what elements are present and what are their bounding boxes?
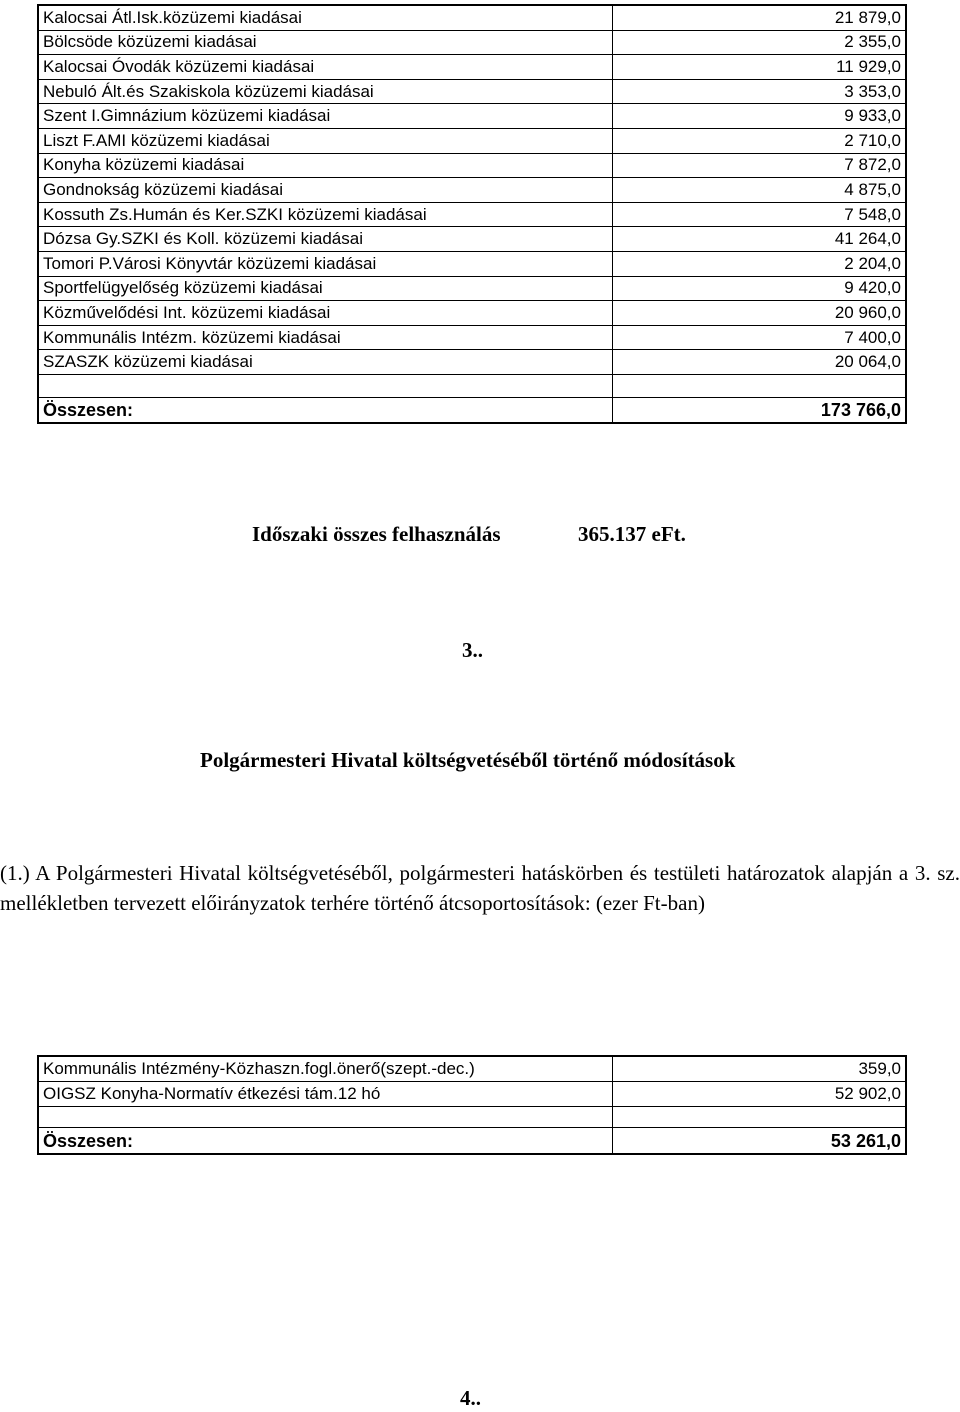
- total-row: [38, 397, 906, 423]
- table-row: [38, 104, 906, 129]
- table-row-label: OIGSZ Konyha-Normatív étkezési tám.12 hó: [38, 1082, 612, 1107]
- table-row-label: Nebuló Ált.és Szakiskola közüzemi kiadásai: [38, 79, 612, 104]
- table-row-value: 2 710,0: [612, 128, 906, 153]
- table-row: [38, 227, 906, 252]
- table-row-value: 2 204,0: [612, 251, 906, 276]
- section-paragraph: (1.) A Polgármesteri Hivatal költségvetéséből, polgármesteri hatáskörben és testületi határozatok alapján a 3. sz. mellékletben tervezett előirányzatok terhére történő átcsoportosítások: (ezer Ft-ban): [0, 861, 960, 915]
- total-row-value: 53 261,0: [612, 1128, 906, 1155]
- usage-value: 365.137 eFt.: [578, 522, 686, 546]
- table-row-value: 21 879,0: [612, 5, 906, 30]
- table-row: [38, 55, 906, 80]
- section-title: Polgármesteri Hivatal költségvetéséből történő módosítások: [200, 748, 736, 772]
- table-row-label: Liszt F.AMI közüzemi kiadásai: [38, 128, 612, 153]
- table-row-value: 7 548,0: [612, 202, 906, 227]
- table-row: [38, 128, 906, 153]
- table-row-label: Sportfelügyelőség közüzemi kiadásai: [38, 276, 612, 301]
- table-row-value: 9 420,0: [612, 276, 906, 301]
- table-row: [38, 178, 906, 203]
- table-row-value: 11 929,0: [612, 55, 906, 80]
- table-row-label: SZASZK közüzemi kiadásai: [38, 350, 612, 375]
- table-row-label: Bölcsöde közüzemi kiadásai: [38, 30, 612, 55]
- table-row-label: Kommunális Intézm. közüzemi kiadásai: [38, 325, 612, 350]
- table-row-value: 9 933,0: [612, 104, 906, 129]
- reallocation-table-body: [38, 1056, 906, 1154]
- table-row: [38, 276, 906, 301]
- blank-row-value: [612, 374, 906, 397]
- expenses-table-body: [38, 5, 906, 423]
- table-row: [38, 1082, 906, 1107]
- table-row: [38, 30, 906, 55]
- table-row-label: Kalocsai Óvodák közüzemi kiadásai: [38, 55, 612, 80]
- section-number: 3..: [462, 638, 483, 662]
- page-number: 4..: [460, 1386, 481, 1410]
- blank-row-value: [612, 1107, 906, 1128]
- table-row-label: Közművelődési Int. közüzemi kiadásai: [38, 301, 612, 326]
- blank-row: [38, 374, 906, 397]
- table-row-value: 7 872,0: [612, 153, 906, 178]
- table-row: [38, 5, 906, 30]
- table-row-label: Konyha közüzemi kiadásai: [38, 153, 612, 178]
- table-row-label: Dózsa Gy.SZKI és Koll. közüzemi kiadásai: [38, 227, 612, 252]
- table-row-value: 52 902,0: [612, 1082, 906, 1107]
- blank-row-label: [38, 1107, 612, 1128]
- table-row: [38, 79, 906, 104]
- table-row-label: Kalocsai Átl.Isk.közüzemi kiadásai: [38, 5, 612, 30]
- table-row-value: 4 875,0: [612, 178, 906, 203]
- table-row: [38, 202, 906, 227]
- table-row-label: Kossuth Zs.Humán és Ker.SZKI közüzemi kiadásai: [38, 202, 612, 227]
- total-row-label: Összesen:: [38, 397, 612, 423]
- table-row-value: 3 353,0: [612, 79, 906, 104]
- table-row: [38, 153, 906, 178]
- reallocation-table: [37, 1055, 907, 1155]
- table-row: [38, 325, 906, 350]
- blank-row: [38, 1107, 906, 1128]
- table-row-label: Kommunális Intézmény-Közhaszn.fogl.önerő(szept.-dec.): [38, 1056, 612, 1082]
- usage-label: Időszaki összes felhasználás: [252, 522, 501, 546]
- table-row: [38, 1056, 906, 1082]
- table-row-value: 41 264,0: [612, 227, 906, 252]
- total-row-value: 173 766,0: [612, 397, 906, 423]
- blank-row-label: [38, 374, 612, 397]
- total-row-label: Összesen:: [38, 1128, 612, 1155]
- expenses-table: [37, 4, 907, 424]
- table-row-value: 359,0: [612, 1056, 906, 1082]
- table-row-value: 7 400,0: [612, 325, 906, 350]
- table-row-label: Gondnokság közüzemi kiadásai: [38, 178, 612, 203]
- table-row-value: 20 960,0: [612, 301, 906, 326]
- table-row: [38, 301, 906, 326]
- table-row: [38, 350, 906, 375]
- table-row-label: Szent I.Gimnázium közüzemi kiadásai: [38, 104, 612, 129]
- table-row: [38, 251, 906, 276]
- total-row: [38, 1128, 906, 1155]
- table-row-value: 2 355,0: [612, 30, 906, 55]
- table-row-value: 20 064,0: [612, 350, 906, 375]
- table-row-label: Tomori P.Városi Könyvtár közüzemi kiadásai: [38, 251, 612, 276]
